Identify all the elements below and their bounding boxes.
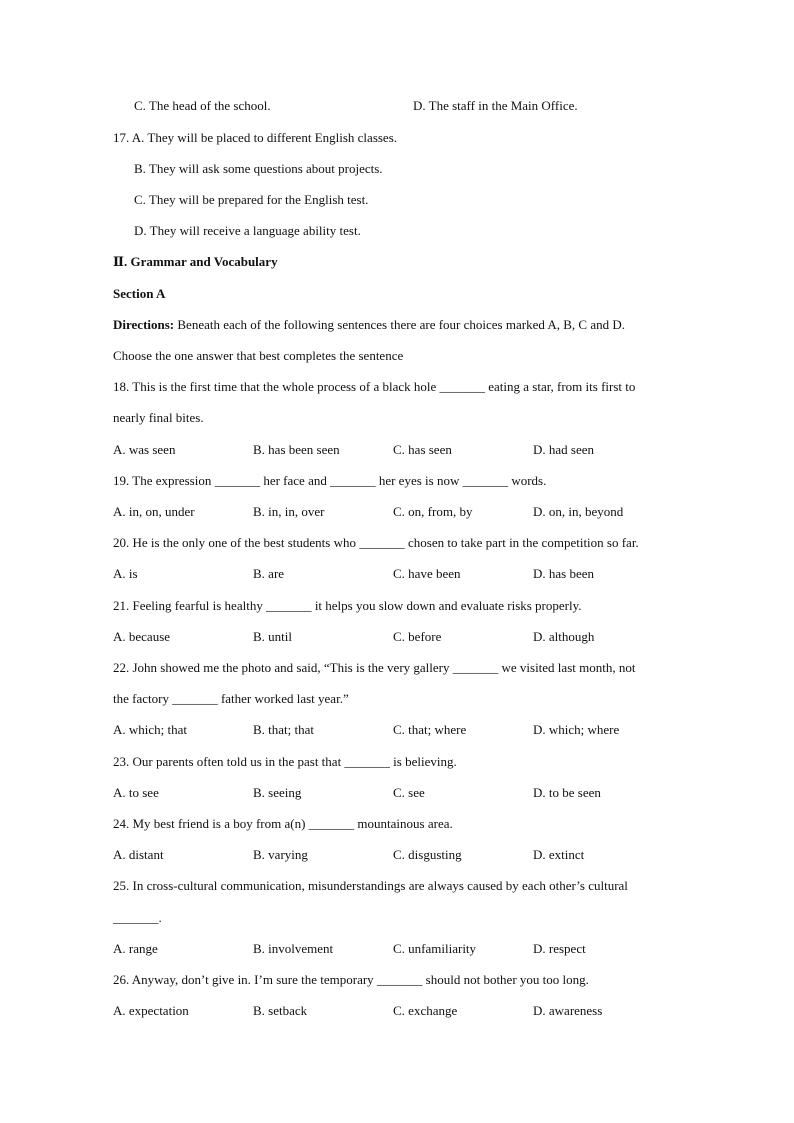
question-25-option-c: C. unfamiliarity xyxy=(393,941,477,956)
question-17-option-b: B. They will ask some questions about projects. xyxy=(134,161,383,176)
question-25-option-b: B. involvement xyxy=(253,941,334,956)
question-25-stem-line: 25. In cross-cultural communication, misunderstandings are always caused by each other’s cultural xyxy=(113,878,628,893)
question-18-option-c: C. has seen xyxy=(393,442,452,457)
question-22-stem-line: 22. John showed me the photo and said, “This is the very gallery _______ we visited last month, not xyxy=(113,660,636,675)
question-17-option-a: 17. A. They will be placed to different English classes. xyxy=(113,130,398,145)
question-20-option-d: D. has been xyxy=(533,566,595,581)
question-18-option-b: B. has been seen xyxy=(253,442,340,457)
question-24-option-d: D. extinct xyxy=(533,847,585,862)
question-20-option-b: B. are xyxy=(253,566,285,581)
question-19-option-c: C. on, from, by xyxy=(393,504,473,519)
question-21-option-b: B. until xyxy=(253,629,293,644)
directions-label: Directions: xyxy=(113,317,175,332)
section-heading: Ⅱ. Grammar and Vocabulary xyxy=(113,254,278,269)
question-17-option-d: D. They will receive a language ability test. xyxy=(134,223,361,238)
question-26-option-a: A. expectation xyxy=(113,1003,189,1018)
question-18-stem-line: nearly final bites. xyxy=(113,410,204,425)
question-25-option-a: A. range xyxy=(113,941,158,956)
question-25-stem-line: _______. xyxy=(113,910,162,925)
question-19-option-a: A. in, on, under xyxy=(113,504,195,519)
directions-text: Beneath each of the following sentences there are four choices marked A, B, C and D. xyxy=(174,317,626,332)
question-24-option-c: C. disgusting xyxy=(393,847,462,862)
question-18-option-d: D. had seen xyxy=(533,442,595,457)
question-22-option-c: C. that; where xyxy=(393,722,467,737)
prev-option-c: C. The head of the school. xyxy=(134,98,271,113)
question-21-option-c: C. before xyxy=(393,629,442,644)
question-21-stem-line: 21. Feeling fearful is healthy _______ it helps you slow down and evaluate risks properly. xyxy=(113,598,582,613)
question-23-stem-line: 23. Our parents often told us in the past that _______ is believing. xyxy=(113,754,457,769)
prev-option-d: D. The staff in the Main Office. xyxy=(413,98,578,113)
question-26-option-b: B. setback xyxy=(253,1003,308,1018)
question-21-option-a: A. because xyxy=(113,629,171,644)
question-26-stem-line: 26. Anyway, don’t give in. I’m sure the temporary _______ should not bother you too long. xyxy=(113,972,589,987)
question-22-option-b: B. that; that xyxy=(253,722,315,737)
question-24-option-b: B. varying xyxy=(253,847,308,862)
question-20-option-a: A. is xyxy=(113,566,138,581)
question-25-option-d: D. respect xyxy=(533,941,586,956)
directions-line-1 xyxy=(113,317,625,333)
question-19-stem-line: 19. The expression _______ her face and _______ her eyes is now _______ words. xyxy=(113,473,547,488)
question-26-option-c: C. exchange xyxy=(393,1003,458,1018)
question-23-option-b: B. seeing xyxy=(253,785,302,800)
question-23-option-c: C. see xyxy=(393,785,425,800)
question-19-option-d: D. on, in, beyond xyxy=(533,504,624,519)
section-a-heading: Section A xyxy=(113,286,166,301)
question-18-stem-line: 18. This is the first time that the whole process of a black hole _______ eating a star, from its first to xyxy=(113,379,636,394)
question-22-option-a: A. which; that xyxy=(113,722,188,737)
question-22-stem-line: the factory _______ father worked last year.” xyxy=(113,691,349,706)
question-24-option-a: A. distant xyxy=(113,847,164,862)
question-19-option-b: B. in, in, over xyxy=(253,504,325,519)
question-23-option-a: A. to see xyxy=(113,785,159,800)
question-23-option-d: D. to be seen xyxy=(533,785,601,800)
question-17-option-c: C. They will be prepared for the English test. xyxy=(134,192,369,207)
question-24-stem-line: 24. My best friend is a boy from a(n) _______ mountainous area. xyxy=(113,816,453,831)
question-20-stem-line: 20. He is the only one of the best students who _______ chosen to take part in the competition so far. xyxy=(113,535,639,550)
question-21-option-d: D. although xyxy=(533,629,595,644)
question-22-option-d: D. which; where xyxy=(533,722,620,737)
question-20-option-c: C. have been xyxy=(393,566,461,581)
directions-line-2: Choose the one answer that best completes the sentence xyxy=(113,348,404,363)
question-18-option-a: A. was seen xyxy=(113,442,176,457)
question-26-option-d: D. awareness xyxy=(533,1003,603,1018)
